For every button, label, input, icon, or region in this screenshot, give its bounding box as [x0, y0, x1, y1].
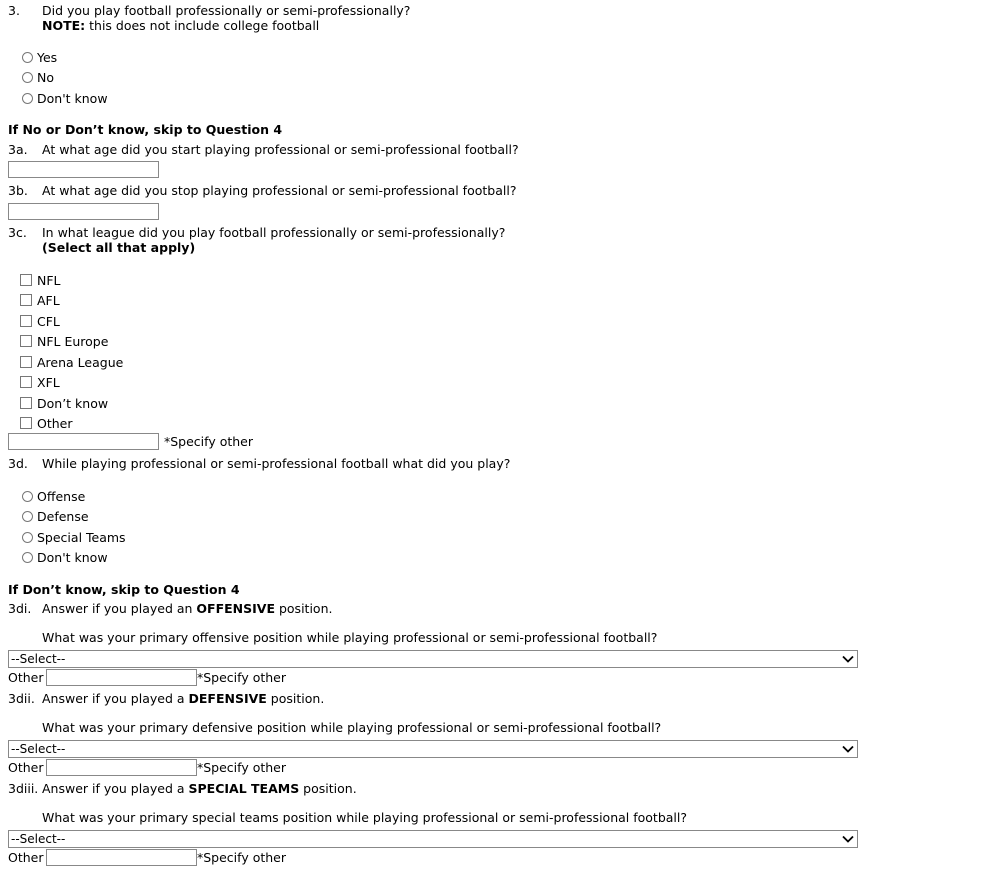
option-label: Other — [37, 415, 73, 431]
offensive-position-select[interactable] — [8, 650, 858, 668]
defensive-position-select[interactable] — [8, 740, 858, 758]
checkbox[interactable] — [20, 274, 32, 286]
checkbox[interactable] — [20, 294, 32, 306]
specify-other-label: *Specify other — [164, 434, 254, 449]
radio-button[interactable] — [22, 93, 33, 104]
option-label: Special Teams — [37, 529, 126, 545]
chevron-down-icon — [841, 652, 855, 666]
option-label: Don't know — [37, 90, 108, 106]
question-text: Did you play football professionally or semi-professionally? — [42, 3, 411, 18]
question-text: Answer if you played an OFFENSIVE position. — [42, 601, 333, 616]
radio-option[interactable] — [22, 488, 85, 504]
question-number: 3a. — [8, 142, 28, 157]
radio-button[interactable] — [22, 52, 33, 63]
question-text: In what league did you play football professionally or semi-professionally? — [42, 225, 506, 240]
note-label: NOTE: — [42, 18, 86, 33]
checkbox[interactable] — [20, 356, 32, 368]
question-instruction: (Select all that apply) — [42, 240, 196, 255]
checkbox-option[interactable] — [20, 292, 60, 308]
checkbox[interactable] — [20, 315, 32, 327]
question-number: 3b. — [8, 183, 28, 198]
checkbox-option[interactable] — [20, 354, 123, 370]
option-label: XFL — [37, 374, 60, 390]
league-other-input[interactable] — [8, 433, 159, 450]
other-label: Other — [8, 760, 44, 775]
question-number: 3dii. — [8, 691, 35, 706]
option-label: AFL — [37, 292, 60, 308]
radio-option[interactable] — [22, 508, 89, 524]
question-text: While playing professional or semi-professional football what did you play? — [42, 456, 511, 471]
question-subtext: What was your primary special teams position while playing professional or semi-professional football? — [42, 810, 687, 825]
option-label: Yes — [37, 49, 58, 65]
checkbox-option[interactable] — [20, 272, 61, 288]
option-label: NFL — [37, 272, 61, 288]
question-note — [42, 18, 319, 33]
offensive-other-input[interactable] — [46, 669, 197, 686]
question-subtext: What was your primary defensive position while playing professional or semi-professional football? — [42, 720, 662, 735]
stop-age-input[interactable] — [8, 203, 159, 220]
checkbox[interactable] — [20, 417, 32, 429]
option-label: Defense — [37, 508, 89, 524]
radio-option[interactable] — [22, 90, 108, 106]
select-value: --Select-- — [11, 742, 66, 756]
checkbox[interactable] — [20, 335, 32, 347]
other-label: Other — [8, 670, 44, 685]
specify-other-label: *Specify other — [197, 850, 287, 865]
radio-button[interactable] — [22, 511, 33, 522]
specify-other-label: *Specify other — [197, 760, 287, 775]
radio-option[interactable] — [22, 529, 126, 545]
question-text: At what age did you start playing professional or semi-professional football? — [42, 142, 519, 157]
checkbox[interactable] — [20, 397, 32, 409]
option-label: NFL Europe — [37, 333, 109, 349]
option-label: Offense — [37, 488, 86, 504]
checkbox-option[interactable] — [20, 333, 108, 349]
specify-other-label: *Specify other — [197, 670, 287, 685]
radio-button[interactable] — [22, 532, 33, 543]
radio-button[interactable] — [22, 491, 33, 502]
radio-option[interactable] — [22, 69, 54, 85]
option-label: Don’t know — [37, 395, 109, 411]
question-subtext: What was your primary offensive position while playing professional or semi-professional football? — [42, 630, 658, 645]
radio-option[interactable] — [22, 49, 57, 65]
question-number: 3. — [8, 3, 20, 18]
skip-instruction: If No or Don’t know, skip to Question 4 — [8, 122, 283, 137]
defensive-other-input[interactable] — [46, 759, 197, 776]
question-text: At what age did you stop playing professional or semi-professional football? — [42, 183, 517, 198]
special-teams-other-input[interactable] — [46, 849, 197, 866]
option-label: CFL — [37, 313, 60, 329]
radio-button[interactable] — [22, 552, 33, 563]
checkbox-option[interactable] — [20, 313, 60, 329]
checkbox-option[interactable] — [20, 395, 108, 411]
question-text: Answer if you played a DEFENSIVE position. — [42, 691, 325, 706]
chevron-down-icon — [841, 742, 855, 756]
option-label: Don't know — [37, 549, 108, 565]
skip-instruction: If Don’t know, skip to Question 4 — [8, 582, 240, 597]
start-age-input[interactable] — [8, 161, 159, 178]
note-text: this does not include college football — [85, 18, 320, 33]
radio-button[interactable] — [22, 72, 33, 83]
question-text: Answer if you played a SPECIAL TEAMS position. — [42, 781, 357, 796]
question-number: 3d. — [8, 456, 28, 471]
chevron-down-icon — [841, 832, 855, 846]
select-value: --Select-- — [11, 652, 66, 666]
other-label: Other — [8, 850, 44, 865]
question-number: 3di. — [8, 601, 32, 616]
special-teams-position-select[interactable] — [8, 830, 858, 848]
checkbox-option[interactable] — [20, 415, 73, 431]
checkbox-option[interactable] — [20, 374, 60, 390]
checkbox[interactable] — [20, 376, 32, 388]
question-number: 3c. — [8, 225, 27, 240]
option-label: No — [37, 69, 54, 85]
option-label: Arena League — [37, 354, 124, 370]
radio-option[interactable] — [22, 549, 108, 565]
select-value: --Select-- — [11, 832, 66, 846]
question-number: 3diii. — [8, 781, 39, 796]
